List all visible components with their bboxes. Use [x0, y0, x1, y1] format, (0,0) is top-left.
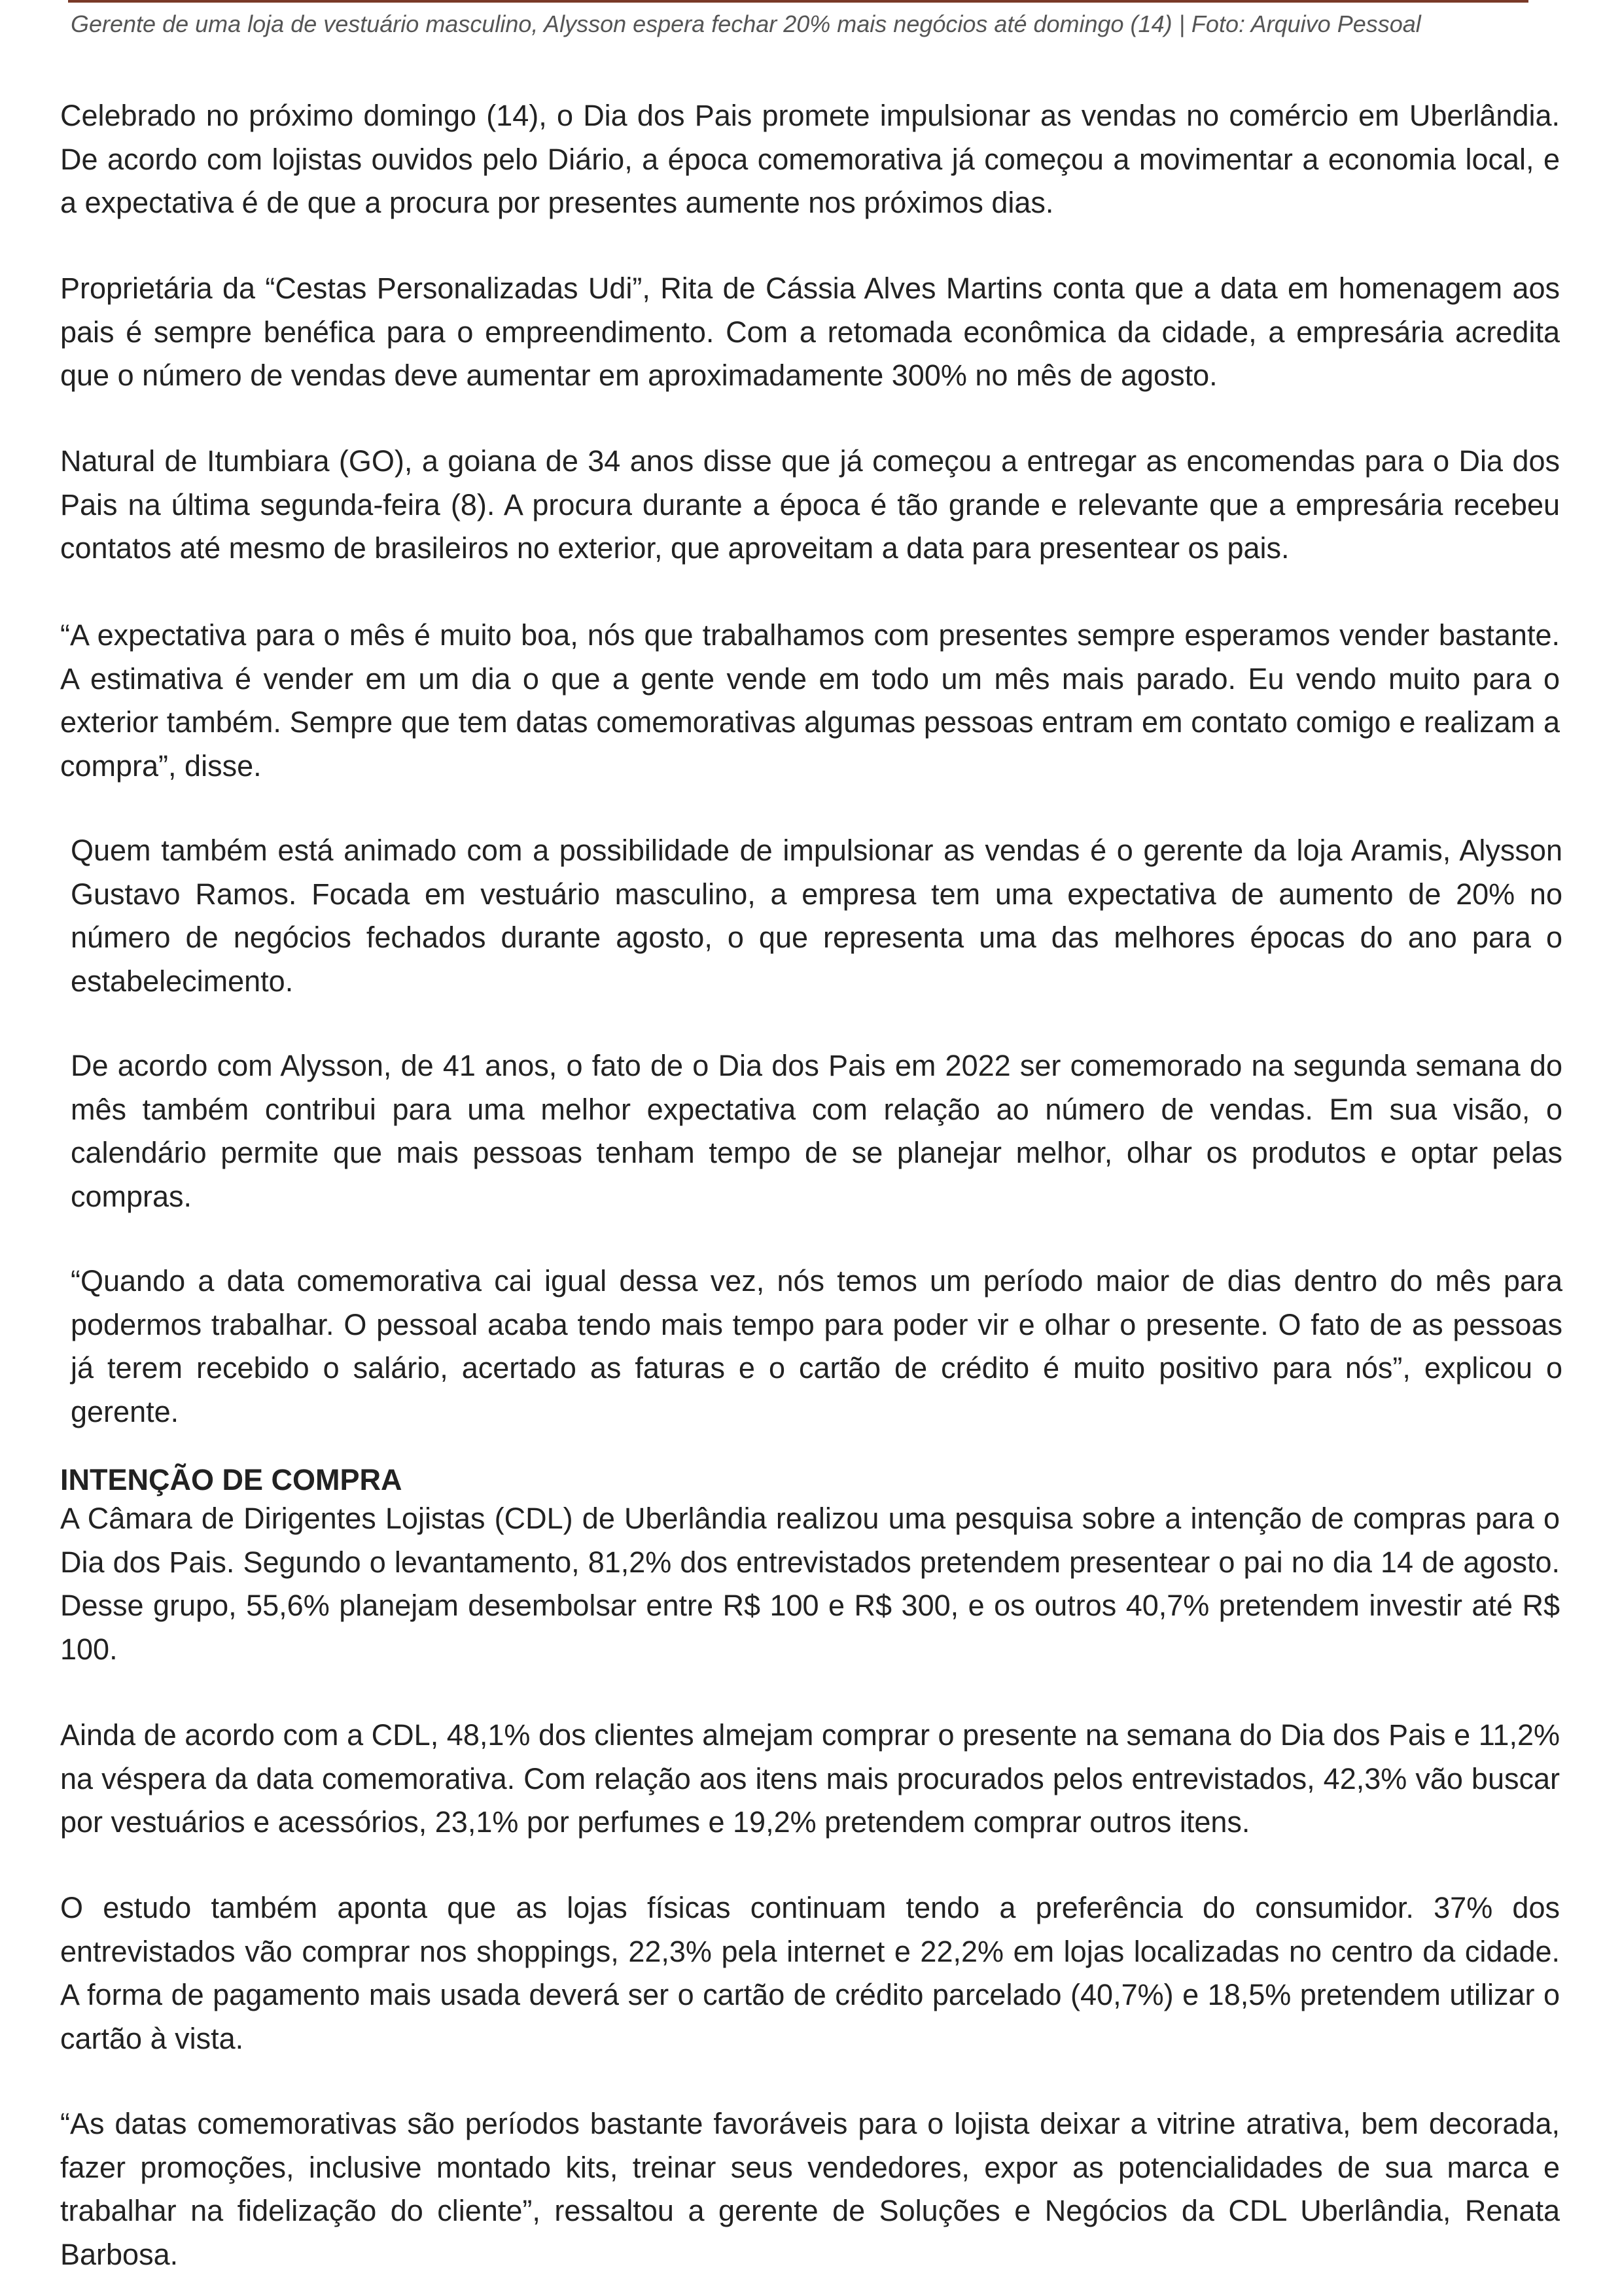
- section-heading: INTENÇÃO DE COMPRA: [60, 1463, 402, 1496]
- photo-bottom-border: [68, 0, 1528, 3]
- article-paragraph: De acordo com Alysson, de 41 anos, o fato de o Dia dos Pais em 2022 ser comemorado na segunda semana do mês também contribui para uma melhor expectativa com relação ao número de vendas. Em sua visão, o calendário permite que mais pessoas tenham tempo de se planejar melhor, olhar os produtos e optar pelas compras.: [71, 1049, 1562, 1213]
- photo-caption: Gerente de uma loja de vestuário masculino, Alysson espera fechar 20% mais negócios até domingo (14) | Foto: Arquivo Pessoal: [71, 10, 1421, 37]
- article-paragraph: “A expectativa para o mês é muito boa, nós que trabalhamos com presentes sempre esperamos vender bastante. A estimativa é vender em um dia o que a gente vende em todo um mês mais parado. Eu vendo muito para o exterior também. Sempre que tem datas comemorativas algumas pessoas entram em contato comigo e realizam a compra”, disse.: [60, 618, 1560, 783]
- article-paragraph: Quem também está animado com a possibilidade de impulsionar as vendas é o gerente da loja Aramis, Alysson Gustavo Ramos. Focada em vestuário masculino, a empresa tem uma expectativa de aumento de 20% no número de negócios fechados durante agosto, o que representa uma das melhores épocas do ano para o estabelecimento.: [71, 834, 1562, 998]
- article-paragraph: Natural de Itumbiara (GO), a goiana de 34 anos disse que já começou a entregar as encomendas para o Dia dos Pais na última segunda-feira (8). A procura durante a época é tão grande e relevante que a empresária recebeu contatos até mesmo de brasileiros no exterior, que aproveitam a data para presentear os pais.: [60, 444, 1560, 565]
- article-paragraph: Proprietária da “Cestas Personalizadas Udi”, Rita de Cássia Alves Martins conta que a data em homenagem aos pais é sempre benéfica para o empreendimento. Com a retomada econômica da cidade, a empresária acredita que o número de vendas deve aumentar em aproximadamente 300% no mês de agosto.: [60, 272, 1560, 392]
- article-paragraph: Ainda de acordo com a CDL, 48,1% dos clientes almejam comprar o presente na semana do Dia dos Pais e 11,2% na véspera da data comemorativa. Com relação aos itens mais procurados pelos entrevistados, 42,3% vão buscar por vestuários e acessórios, 23,1% por perfumes e 19,2% pretendem comprar outros itens.: [60, 1718, 1560, 1839]
- article-paragraph: A Câmara de Dirigentes Lojistas (CDL) de Uberlândia realizou uma pesquisa sobre a intenção de compras para o Dia dos Pais. Segundo o levantamento, 81,2% dos entrevistados pretendem presentear o pai no dia 14 de agosto. Desse grupo, 55,6% planejam desembolsar entre R$ 100 e R$ 300, e os outros 40,7% pretendem investir até R$ 100.: [60, 1502, 1560, 1666]
- article-paragraph: Celebrado no próximo domingo (14), o Dia dos Pais promete impulsionar as vendas no comércio em Uberlândia. De acordo com lojistas ouvidos pelo Diário, a época comemorativa já começou a movimentar a economia local, e a expectativa é de que a procura por presentes aumente nos próximos dias.: [60, 99, 1560, 219]
- article-paragraph: “As datas comemorativas são períodos bastante favoráveis para o lojista deixar a vitrine atrativa, bem decorada, fazer promoções, inclusive montado kits, treinar seus vendedores, expor as potencialidades de sua marca e trabalhar na fidelização do cliente”, ressaltou a gerente de Soluções e Negócios da CDL Uberlândia, Renata Barbosa.: [60, 2107, 1560, 2271]
- article-paragraph: “Quando a data comemorativa cai igual dessa vez, nós temos um período maior de dias dentro do mês para podermos trabalhar. O pessoal acaba tendo mais tempo para poder vir e olhar o presente. O fato de as pessoas já terem recebido o salário, acertado as faturas e o cartão de crédito é muito positivo para nós”, explicou o gerente.: [71, 1264, 1562, 1428]
- article-paragraph: O estudo também aponta que as lojas físicas continuam tendo a preferência do consumidor. 37% dos entrevistados vão comprar nos shoppings, 22,3% pela internet e 22,2% em lojas localizadas no centro da cidade. A forma de pagamento mais usada deverá ser o cartão de crédito parcelado (40,7%) e 18,5% pretendem utilizar o cartão à vista.: [60, 1891, 1560, 2055]
